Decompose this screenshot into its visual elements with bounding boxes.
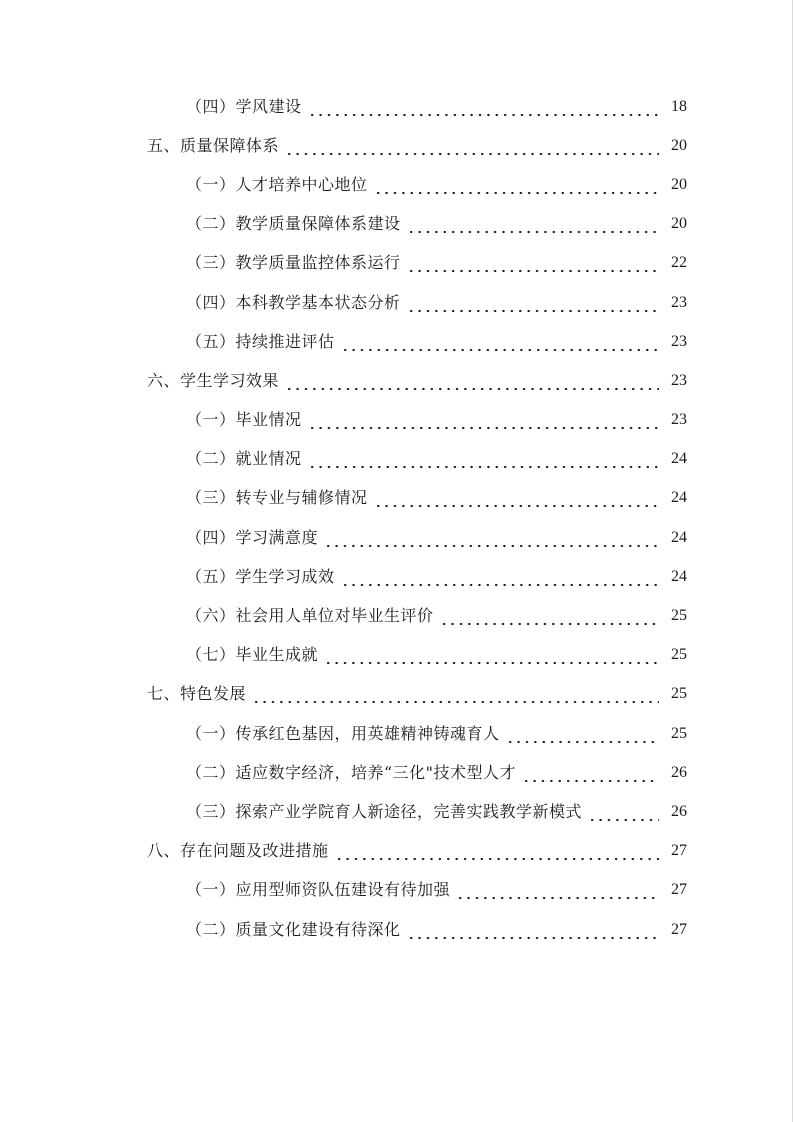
toc-entry-page-number: 22 bbox=[671, 254, 687, 272]
toc-dot-leader bbox=[407, 299, 659, 313]
toc-entry-page-number: 23 bbox=[671, 411, 687, 429]
toc-entry[interactable] bbox=[0, 832, 793, 871]
toc-entry[interactable] bbox=[0, 205, 793, 244]
toc-entry-title: （二）就业情况 bbox=[186, 449, 302, 469]
toc-entry-page-number: 23 bbox=[671, 332, 687, 350]
toc-entry[interactable] bbox=[0, 440, 793, 479]
toc-entry-title: （二）教学质量保障体系建设 bbox=[186, 214, 401, 234]
toc-entry-title: 七、特色发展 bbox=[147, 684, 247, 704]
toc-entry[interactable] bbox=[0, 322, 793, 361]
toc-entry[interactable] bbox=[0, 401, 793, 440]
toc-entry-page-number: 20 bbox=[671, 215, 687, 233]
toc-dot-leader bbox=[308, 103, 659, 117]
toc-entry-title: （三）转专业与辅修情况 bbox=[186, 488, 368, 508]
toc-entry-page-number: 24 bbox=[671, 489, 687, 507]
table-of-contents bbox=[0, 87, 793, 949]
toc-entry-page-number: 24 bbox=[671, 528, 687, 546]
toc-dot-leader bbox=[374, 181, 659, 195]
toc-entry[interactable] bbox=[0, 479, 793, 518]
toc-dot-leader bbox=[285, 142, 659, 156]
toc-entry[interactable] bbox=[0, 518, 793, 557]
toc-dot-leader bbox=[407, 926, 659, 940]
toc-entry-page-number: 23 bbox=[671, 371, 687, 389]
toc-dot-leader bbox=[588, 808, 659, 822]
toc-entry[interactable] bbox=[0, 792, 793, 831]
toc-entry[interactable] bbox=[0, 910, 793, 949]
toc-entry-title: （一）毕业情况 bbox=[186, 410, 302, 430]
toc-entry-page-number: 27 bbox=[671, 881, 687, 899]
toc-dot-leader bbox=[285, 377, 659, 391]
toc-dot-leader bbox=[374, 494, 659, 508]
toc-entry[interactable] bbox=[0, 675, 793, 714]
toc-entry-page-number: 27 bbox=[671, 842, 687, 860]
toc-entry-page-number: 23 bbox=[671, 293, 687, 311]
toc-entry-title: 六、学生学习效果 bbox=[147, 370, 280, 390]
toc-entry[interactable] bbox=[0, 753, 793, 792]
toc-entry-page-number: 25 bbox=[671, 607, 687, 625]
toc-dot-leader bbox=[407, 259, 659, 273]
toc-entry-title: （二）适应数字经济，培养“三化"技术型人才 bbox=[186, 762, 517, 782]
toc-dot-leader bbox=[252, 690, 659, 704]
toc-entry-title: 五、质量保障体系 bbox=[147, 135, 280, 155]
toc-entry[interactable] bbox=[0, 596, 793, 635]
toc-dot-leader bbox=[324, 534, 659, 548]
toc-entry-title: （三）探索产业学院育人新途径，完善实践教学新模式 bbox=[186, 801, 583, 821]
toc-entry-title: （五）学生学习成效 bbox=[186, 566, 335, 586]
toc-entry-title: （一）人才培养中心地位 bbox=[186, 174, 368, 194]
toc-dot-leader bbox=[506, 730, 659, 744]
toc-entry[interactable] bbox=[0, 87, 793, 126]
toc-entry-title: （一）传承红色基因，用英雄精神铸魂育人 bbox=[186, 723, 500, 743]
toc-dot-leader bbox=[407, 220, 659, 234]
toc-dot-leader bbox=[341, 573, 659, 587]
toc-entry-page-number: 27 bbox=[671, 920, 687, 938]
toc-entry[interactable] bbox=[0, 636, 793, 675]
toc-entry-page-number: 20 bbox=[671, 175, 687, 193]
toc-entry[interactable] bbox=[0, 283, 793, 322]
toc-entry-page-number: 25 bbox=[671, 646, 687, 664]
toc-entry-title: 八、存在问题及改进措施 bbox=[147, 841, 329, 861]
toc-entry[interactable] bbox=[0, 126, 793, 165]
toc-entry-title: （三）教学质量监控体系运行 bbox=[186, 253, 401, 273]
toc-entry-page-number: 26 bbox=[671, 802, 687, 820]
toc-entry[interactable] bbox=[0, 714, 793, 753]
toc-dot-leader bbox=[308, 416, 659, 430]
toc-entry-page-number: 26 bbox=[671, 763, 687, 781]
toc-entry-page-number: 25 bbox=[671, 724, 687, 742]
toc-entry-page-number: 18 bbox=[671, 97, 687, 115]
toc-entry-title: （七）毕业生成就 bbox=[186, 645, 319, 665]
toc-entry-title: （四）学风建设 bbox=[186, 96, 302, 116]
toc-entry-title: （一）应用型师资队伍建设有待加强 bbox=[186, 880, 451, 900]
toc-entry[interactable] bbox=[0, 244, 793, 283]
toc-entry-title: （四）本科教学基本状态分析 bbox=[186, 292, 401, 312]
toc-dot-leader bbox=[308, 455, 659, 469]
toc-entry-title: （六）社会用人单位对毕业生评价 bbox=[186, 606, 434, 626]
toc-entry-title: （四）学习满意度 bbox=[186, 527, 319, 547]
toc-dot-leader bbox=[341, 338, 659, 352]
toc-dot-leader bbox=[335, 847, 659, 861]
toc-entry-page-number: 24 bbox=[671, 567, 687, 585]
toc-entry[interactable] bbox=[0, 165, 793, 204]
toc-entry-page-number: 24 bbox=[671, 450, 687, 468]
toc-entry[interactable] bbox=[0, 871, 793, 910]
toc-entry-page-number: 25 bbox=[671, 685, 687, 703]
toc-entry[interactable] bbox=[0, 557, 793, 596]
toc-dot-leader bbox=[522, 769, 659, 783]
toc-dot-leader bbox=[324, 651, 659, 665]
toc-dot-leader bbox=[456, 886, 659, 900]
toc-entry-title: （二）质量文化建设有待深化 bbox=[186, 919, 401, 939]
toc-entry-page-number: 20 bbox=[671, 136, 687, 154]
toc-dot-leader bbox=[440, 612, 659, 626]
toc-entry-title: （五）持续推进评估 bbox=[186, 331, 335, 351]
toc-entry[interactable] bbox=[0, 361, 793, 400]
